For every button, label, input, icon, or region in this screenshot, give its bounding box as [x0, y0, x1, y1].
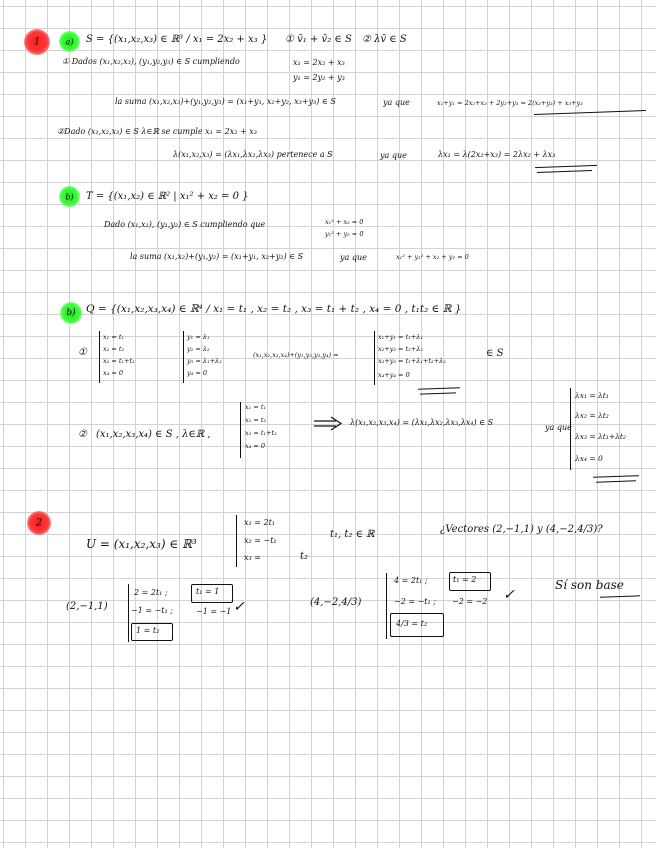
c-sys2-given: (x₁,x₂,x₃,x₄) ∈ S , λ∈ℝ ,	[96, 429, 211, 440]
c-sys1-x-brace	[99, 331, 100, 383]
u-sys-1: x₁ = 2t₁	[244, 518, 276, 527]
v1-label: (2,−1,1)	[66, 601, 108, 612]
v1-eq-2: −1 = −t₁ ;	[131, 606, 173, 615]
c-sys1-y-4: y₄ = 0	[187, 369, 207, 377]
problem-1-badge	[24, 29, 50, 55]
a-scalar-given: ②Dado (x₁,x₂,x₃) ∈ S λ∈ℝ se cumple x₁ = 2x₂ + x₃	[57, 127, 257, 136]
set-s-definition: S = {(x₁,x₂,x₃) ∈ ℝ³ / x₁ = 2x₂ + x₃ }	[86, 34, 268, 45]
v2-eq-3: 4/3 = t₂	[396, 619, 428, 628]
c-sys1-x-1: x₁ = t₁	[103, 333, 125, 341]
part-c-badge	[60, 302, 82, 324]
c-sys1-res-1: x₁+y₁ = t₁+λ₁	[378, 333, 423, 341]
c-sys1-res-brace	[374, 331, 375, 385]
set-t-definition: T = {(x₁,x₂) ∈ ℝ² | x₁² + x₂ = 0 }	[86, 191, 249, 202]
u-t2: t₂	[300, 551, 309, 562]
a-scalar-because: ya que	[380, 151, 407, 160]
c-sys1-x-3: x₃ = t₁+t₂	[103, 357, 135, 365]
answer-text: Sí son base	[555, 578, 624, 592]
vectors-question: ¿Vectores (2,−1,1) y (4,−2,4/3)?	[440, 524, 603, 535]
c-sys2-mark: ②	[78, 429, 87, 440]
a-sum-because: ya que	[383, 98, 410, 107]
c-sys2-x-4: x₄ = 0	[245, 442, 265, 450]
v1-brace	[128, 584, 129, 642]
c-sys1-y-1: y₁ = λ₁	[187, 333, 210, 341]
c-sys1-res-2: x₂+y₂ = t₂+λ₂	[378, 345, 423, 353]
u-sys-3: x₃ =	[244, 553, 261, 562]
c-sys1-in-s: ∈ S	[486, 348, 504, 359]
b-cond-y: y₁² + y₂ = 0	[325, 230, 364, 238]
c-sys1-sum: (x₁,x₂,x₃,x₄)+(y₁,y₂,y₃,y₄) =	[253, 351, 339, 359]
c-sys1-y-3: y₃ = λ₁+λ₂	[187, 357, 222, 365]
c-sys2-underline-2	[596, 480, 636, 482]
a-sum-line: la suma (x₁,x₂,x₃)+(y₁,y₂,y₃) = (x₁+y₁, x₂+y₂, x₃+y₃) ∈ S	[115, 97, 336, 106]
a-cond-x: x₁ = 2x₂ + x₃	[293, 58, 345, 67]
u-params: t₁, t₂ ∈ ℝ	[330, 529, 375, 540]
v2-checkmark: ✓	[503, 587, 515, 603]
v1-eq-3: 1 = t₂	[136, 626, 160, 635]
c-sys1-underline-2	[420, 392, 456, 394]
u-sys-2: x₂ = −t₁	[244, 536, 277, 545]
answer-underline	[600, 595, 640, 597]
c-sys1-x-2: x₂ = t₂	[103, 345, 125, 353]
set-u-definition: U = (x₁,x₂,x₃) ∈ ℝ³	[86, 537, 197, 551]
a-cond-y: y₁ = 2y₂ + y₃	[293, 73, 345, 82]
u-brace	[236, 515, 237, 567]
c-sys2-res-4: λx₄ = 0	[575, 454, 603, 463]
part-a-label: a)	[65, 37, 74, 46]
problem-2-badge	[27, 511, 51, 535]
v2-eq-2: −2 = −t₁ ;	[394, 597, 436, 606]
a-scalar-reason: λx₁ = λ(2x₂+x₃) = 2λx₂ + λx₃	[438, 150, 556, 159]
v2-boxed: t₁ = 2	[453, 575, 477, 584]
c-sys1-res-4: x₄+y₄ = 0	[378, 371, 410, 379]
closure-scalar-condition: ② λv̄ ∈ S	[362, 34, 407, 45]
c-sys2-x-1: x₁ = t₁	[245, 403, 267, 411]
c-sys1-underline	[418, 387, 460, 389]
c-sys2-res-2: λx₂ = λt₂	[575, 411, 609, 420]
a-sum-underline	[534, 110, 646, 115]
v1-checkmark: ✓	[233, 599, 245, 615]
v2-brace	[386, 573, 387, 639]
v2-check: −2 = −2	[452, 597, 488, 606]
c-sys2-line: λ(x₁,x₂,x₃,x₄) = (λx₁,λx₂,λx₃,λx₄) ∈ S	[350, 418, 494, 427]
implies-arrow-path	[314, 417, 341, 430]
v1-boxed: t₁ = 1	[196, 587, 220, 596]
c-sys2-x-3: x₃ = t₁+t₂	[245, 429, 277, 437]
c-sys1-mark: ①	[78, 347, 87, 358]
b-sum-because: ya que	[340, 253, 367, 262]
a-scalar-underline-2	[537, 170, 592, 173]
b-given-line: Dado (x₁,x₂), (y₁,y₂) ∈ S cumpliendo que	[104, 220, 266, 229]
v2-label: (4,−2,4/3)	[310, 597, 362, 608]
closure-sum-condition: ① v̄₁ + v̄₂ ∈ S	[285, 34, 352, 45]
b-cond-x: x₁² + x₂ = 0	[325, 218, 364, 226]
c-sys2-res-3: λx₃ = λt₁+λt₂	[575, 432, 626, 441]
c-sys2-underline	[593, 475, 639, 478]
v1-check: −1 = −1	[196, 607, 232, 616]
part-a-badge	[59, 31, 80, 52]
c-sys2-x-2: x₂ = t₂	[245, 416, 267, 424]
c-sys1-y-2: y₂ = λ₂	[187, 345, 210, 353]
v2-eq-1: 4 = 2t₁ ;	[394, 576, 428, 585]
a-given-line: ① Dados (x₁,x₂,x₃), (y₁,y₂,y₃) ∈ S cumpliendo	[62, 57, 240, 66]
problem-1-number: 1	[33, 36, 41, 48]
c-sys1-y-brace	[183, 331, 184, 383]
c-sys2-x-brace	[240, 402, 241, 458]
a-sum-reason: x₁+y₁ = 2x₂+x₃ + 2y₂+y₃ = 2(x₂+y₂) + x₃+y₃	[437, 99, 583, 107]
a-scalar-underline	[535, 165, 597, 168]
part-c-label: b)	[66, 308, 76, 318]
b-sum-reason: x₁² + y₁² + x₂ + y₂ = 0	[396, 253, 469, 261]
set-q-definition: Q = {(x₁,x₂,x₃,x₄) ∈ ℝ⁴ / x₁ = t₁ , x₂ = t₂ , x₃ = t₁ + t₂ , x₄ = 0 , t₁t₂ ∈ ℝ }	[86, 303, 462, 315]
problem-2-number: 2	[35, 517, 43, 529]
a-scalar-line: λ(x₁,x₂,x₃) = (λx₁,λx₂,λx₃) pertenece a S	[173, 150, 333, 159]
v1-eq-1: 2 = 2t₁ ;	[134, 588, 168, 597]
part-b-badge	[59, 186, 80, 207]
c-sys1-res-3: x₃+y₃ = t₁+λ₁+t₂+λ₂	[378, 357, 446, 365]
part-b-label: b)	[65, 192, 74, 201]
c-sys2-res-1: λx₁ = λt₁	[575, 391, 609, 400]
c-sys2-because: ya que	[545, 423, 572, 432]
c-sys2-res-brace	[570, 388, 571, 470]
b-sum-line: la suma (x₁,x₂)+(y₁,y₂) = (x₁+y₁, x₂+y₂) ∈ S	[130, 252, 304, 261]
c-sys1-x-4: x₄ = 0	[103, 369, 123, 377]
